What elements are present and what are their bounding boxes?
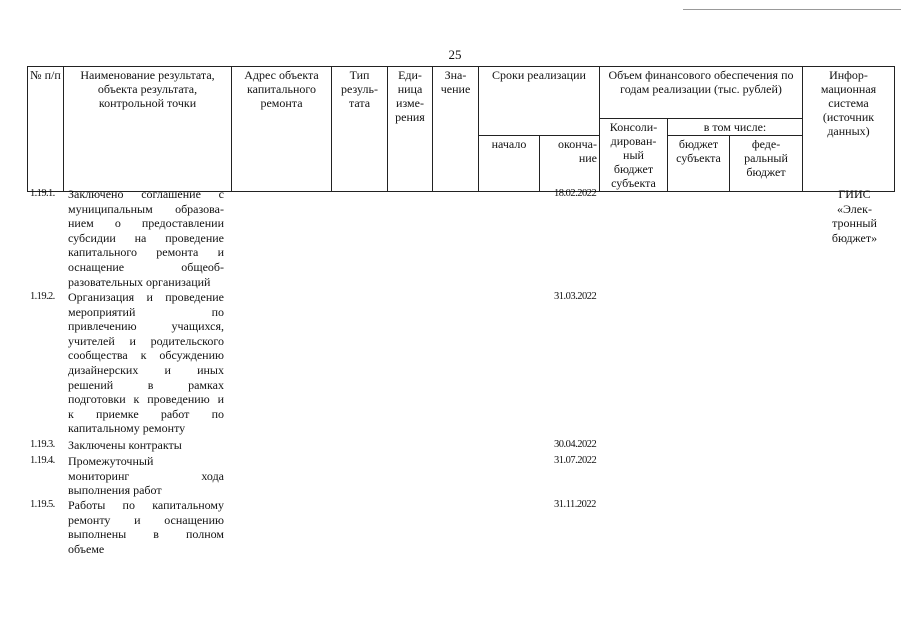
row-name: Промежуточный мониторинг хода выполнения работ	[68, 454, 224, 498]
col-address-header: Адрес объекта капитального ремонта	[232, 67, 332, 192]
row-name: Заключено соглашение с муниципальным образова- нием о предоставлении субсидии на проведение капитального ремонта и оснащение общеоб- разовательных организаций	[68, 187, 224, 289]
col-type-header: Тип резуль-тата	[332, 67, 388, 192]
row-number: 1.19.3.	[30, 439, 55, 450]
col-consolidated-header: Консоли-дирован-ный бюджет субъекта	[600, 119, 668, 192]
row-number: 1.19.4.	[30, 455, 55, 466]
row-end-date: 18.02.2022	[554, 188, 597, 199]
col-federal-budget-header: феде-ральный бюджет	[730, 136, 803, 192]
col-unit-header: Еди-ница изме-рения	[388, 67, 433, 192]
col-finance-header: Объем финансового обеспечения по годам реализации (тыс. рублей)	[600, 67, 803, 119]
row-number: 1.19.2.	[30, 291, 55, 302]
row-end-date: 31.11.2022	[554, 499, 596, 510]
col-value-header: Зна-чение	[433, 67, 479, 192]
row-end-date: 31.03.2022	[554, 291, 597, 302]
col-num-header: № п/п	[28, 67, 64, 192]
col-timing-header: Сроки реализации	[479, 67, 600, 136]
page-number: 25	[448, 47, 462, 62]
row-name: Работы по капитальному ремонту и оснащению выполнены в полном объеме	[68, 498, 224, 556]
col-including-header: в том числе:	[668, 119, 803, 136]
info-system-value: ГИИС «Элек- тронный бюджет»	[831, 187, 878, 245]
col-start-header: начало	[479, 136, 540, 192]
col-info-header: Инфор-мационная система (источник данных)	[803, 67, 895, 192]
row-name: Организация и проведение мероприятий по привлечению учащихся, учителей и родительского сообщества к обсуждению дизайнерских и иных решений в рамках подготовки к проведению и к приемке работ по капитальному ремонту	[68, 290, 224, 436]
col-name-header: Наименование результата, объекта результата, контрольной точки	[64, 67, 232, 192]
row-end-date: 31.07.2022	[554, 455, 597, 466]
col-subject-budget-header: бюджет субъекта	[668, 136, 730, 192]
col-end-header: оконча-ние	[540, 136, 600, 192]
header-table	[27, 66, 895, 192]
row-name: Заключены контракты	[68, 438, 182, 452]
row-number: 1.19.5.	[30, 499, 55, 510]
scan-top-rule	[683, 9, 901, 10]
row-number: 1.19.1.	[30, 188, 55, 199]
row-end-date: 30.04.2022	[554, 439, 597, 450]
